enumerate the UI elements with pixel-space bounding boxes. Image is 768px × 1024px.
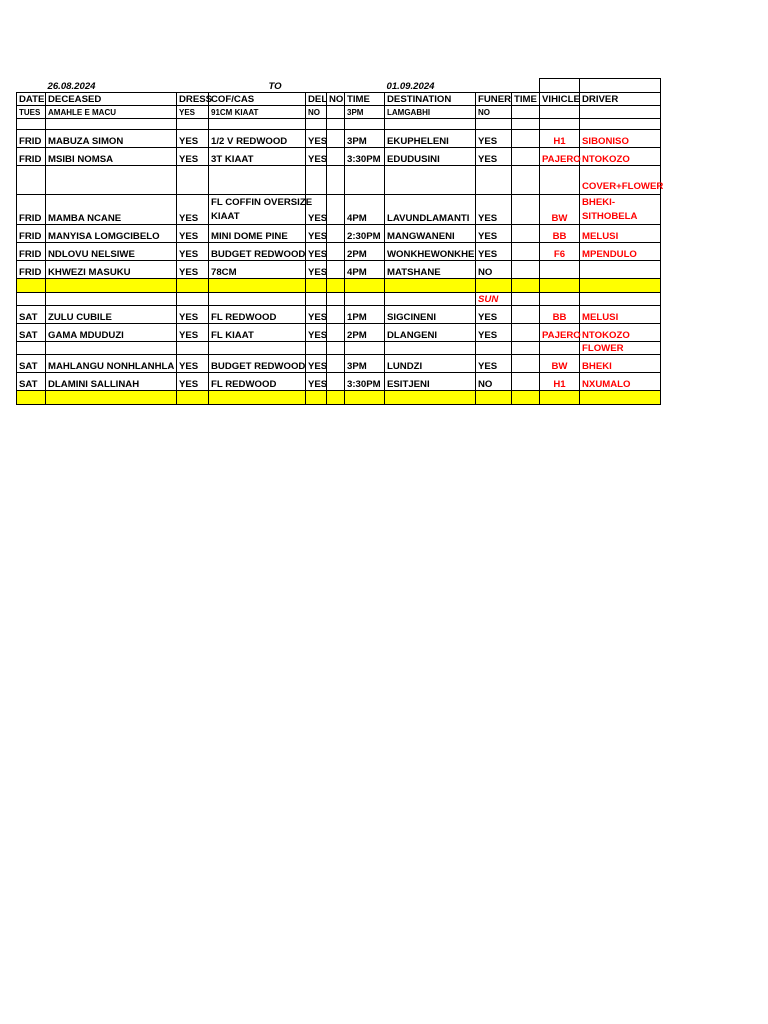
driver-name: MPENDULO	[580, 243, 661, 261]
day-label-row	[17, 293, 661, 306]
driver-name: NTOKOZO	[580, 148, 661, 166]
vehicle-badge: H1	[540, 373, 580, 391]
col-dress: DRESS	[177, 93, 209, 106]
table-row: FRID MAMBA NCANE YES FL COFFIN OVERSIZE KIAAT YES 4PM LAVUNDLAMANTI YES BW BHEKI- SITHOBELA	[17, 195, 661, 225]
table-row: TUES AMAHLE E MACU YES 91CM KIAAT NO 3PM LAMGABHI NO	[17, 106, 661, 119]
driver-note: COVER+FLOWER	[580, 166, 661, 195]
table-row: SAT ZULU CUBILE YES FL REDWOOD YES 1PM SIGCINENI YES BB MELUSI	[17, 306, 661, 324]
vehicle-badge: BB	[540, 225, 580, 243]
table-row: SAT DLAMINI SALLINAH YES FL REDWOOD YES 3:30PM ESITJENI NO H1 NXUMALO	[17, 373, 661, 391]
period-from: 26.08.2024	[47, 81, 96, 92]
table-row: SAT MAHLANGU NONHLANHLA YES BUDGET REDWOOD YES 3PM LUNDZI YES BW BHEKI	[17, 355, 661, 373]
sun-label: SUN	[476, 293, 512, 306]
period-to-label: TO	[268, 81, 282, 92]
driver-note: FLOWER	[580, 342, 661, 355]
vehicle-badge: H1	[540, 130, 580, 148]
col-destination: DESTINATION	[385, 93, 476, 106]
driver-name: MELUSI	[580, 225, 661, 243]
vehicle-badge: BW	[540, 195, 580, 225]
highlight-separator-row	[17, 391, 661, 405]
col-driver: DRIVER	[580, 93, 661, 106]
driver-name: BHEKI- SITHOBELA	[580, 195, 661, 225]
period-row	[17, 79, 661, 93]
col-vehicle: VIHICLE	[540, 93, 580, 106]
table-row: FRID MSIBI NOMSA YES 3T KIAAT YES 3:30PM EDUDUSINI YES PAJERO NTOKOZO	[17, 148, 661, 166]
vehicle-badge: PAJERO	[540, 324, 580, 342]
table-row: FRID NDLOVU NELSIWE YES BUDGET REDWOOD YES 2PM WONKHEWONKHE YES F6 MPENDULO	[17, 243, 661, 261]
table-row: FRID KHWEZI MASUKU YES 78CM YES 4PM MATSHANE NO	[17, 261, 661, 279]
vehicle-badge: BW	[540, 355, 580, 373]
table-row	[17, 342, 661, 355]
driver-name: NXUMALO	[580, 373, 661, 391]
vehicle-badge: BB	[540, 306, 580, 324]
empty-row	[17, 119, 661, 130]
vehicle-badge: PAJERO	[540, 148, 580, 166]
table-row: FRID MABUZA SIMON YES 1/2 V REDWOOD YES 3PM EKUPHELENI YES H1 SIBONISO	[17, 130, 661, 148]
driver-name: SIBONISO	[580, 130, 661, 148]
period-to: 01.09.2024	[386, 81, 435, 92]
funeral-schedule-table	[16, 78, 664, 405]
col-time2: TIME	[512, 93, 540, 106]
col-deceased: DECEASED	[46, 93, 177, 106]
vehicle-badge: F6	[540, 243, 580, 261]
highlight-separator-row	[17, 279, 661, 293]
col-date: DATE	[17, 93, 46, 106]
col-coffin: COF/CAS	[209, 93, 306, 106]
col-del: DEL	[306, 93, 327, 106]
col-no: NO	[327, 93, 345, 106]
driver-name: NTOKOZO	[580, 324, 661, 342]
driver-name: BHEKI	[580, 355, 661, 373]
schedule-sheet	[16, 78, 664, 405]
col-funeral: FUNER	[476, 93, 512, 106]
driver-name: MELUSI	[580, 306, 661, 324]
table-row: FRID MANYISA LOMGCIBELO YES MINI DOME PINE YES 2:30PM MANGWANENI YES BB MELUSI	[17, 225, 661, 243]
column-header-row	[17, 93, 661, 106]
table-row	[17, 166, 661, 195]
table-row: SAT GAMA MDUDUZI YES FL KIAAT YES 2PM DLANGENI YES PAJERO NTOKOZO	[17, 324, 661, 342]
col-time: TIME	[345, 93, 385, 106]
